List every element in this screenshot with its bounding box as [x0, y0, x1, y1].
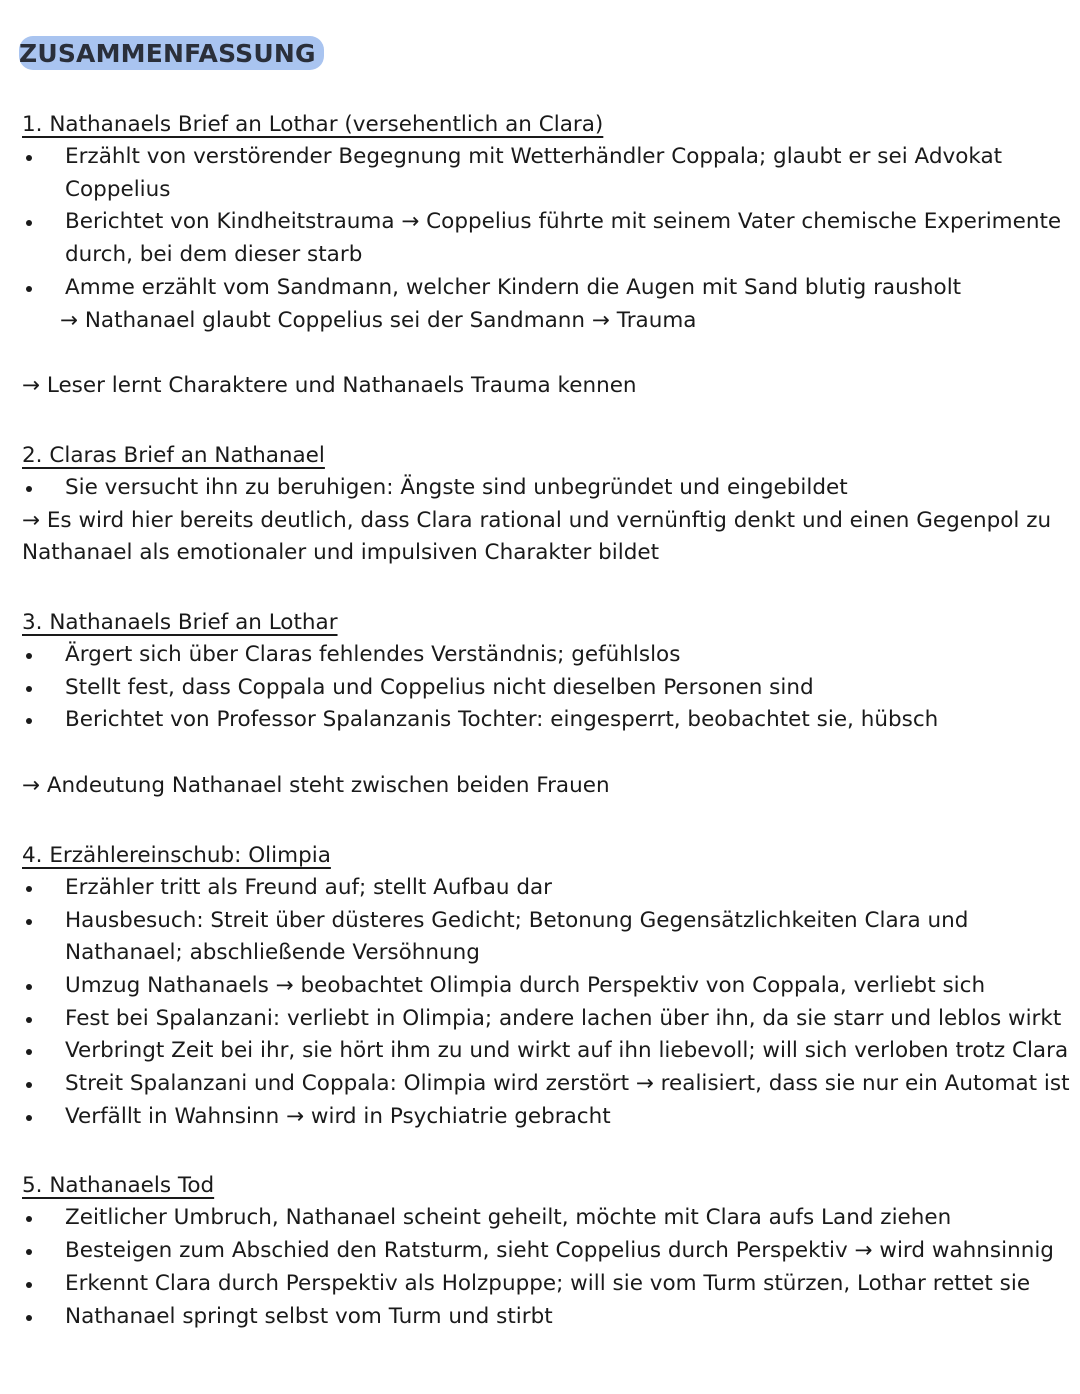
bullet-list [22, 1202, 1072, 1333]
section-heading: 3. Nathanaels Brief an Lothar [22, 610, 338, 636]
list-item: Nathanael springt selbst vom Turm und stirbt [22, 1301, 1072, 1334]
list-item: Verfällt in Wahnsinn → wird in Psychiatrie gebracht [22, 1101, 1072, 1134]
list-item: Hausbesuch: Streit über düsteres Gedicht; Betonung Gegensätzlichkeiten Clara und Nathanael; abschließende Versöhnung [22, 905, 1072, 970]
list-item: Ärgert sich über Claras fehlendes Verständnis; gefühlslos [22, 639, 1072, 672]
bullet-continuation: → Nathanael glaubt Coppelius sei der Sandmann → Trauma [60, 307, 697, 333]
section-heading: 4. Erzählereinschub: Olimpia [22, 842, 331, 868]
list-item: Erzähler tritt als Freund auf; stellt Aufbau dar [22, 872, 1072, 905]
section-1 [22, 108, 1072, 403]
section-heading: 2. Claras Brief an Nathanael [22, 442, 325, 468]
document-page [19, 36, 1072, 1333]
list-item: Erzählt von verstörender Begegnung mit Wetterhändler Coppala; glaubt er sei Advokat Coppelius [22, 141, 1072, 206]
list-item: Erkennt Clara durch Perspektiv als Holzpuppe; will sie vom Turm stürzen, Lothar rettet sie [22, 1268, 1072, 1301]
section-note: → Andeutung Nathanael steht zwischen beiden Frauen [22, 773, 610, 799]
section-3 [22, 606, 1072, 803]
section-4 [22, 839, 1072, 1134]
bullet-list [22, 639, 1072, 737]
list-item: Sie versucht ihn zu beruhigen: Ängste sind unbegründet und eingebildet [22, 472, 1072, 505]
bullet-list [22, 872, 1072, 1134]
list-item: Umzug Nathanaels → beobachtet Olimpia durch Perspektiv von Coppala, verliebt sich [22, 970, 1072, 1003]
list-item: Zeitlicher Umbruch, Nathanael scheint geheilt, möchte mit Clara aufs Land ziehen [22, 1202, 1072, 1235]
list-item: Streit Spalanzani und Coppala: Olimpia wird zerstört → realisiert, dass sie nur ein Automat ist [22, 1068, 1072, 1101]
section-note: → Es wird hier bereits deutlich, dass Clara rational und vernünftig denkt und einen Gegenpol zu Nathanael als emotionaler und impulsiven Charakter bildet [22, 507, 1052, 566]
bullet-list [22, 141, 1072, 305]
list-item: Verbringt Zeit bei ihr, sie hört ihm zu und wirkt auf ihn liebevoll; will sich verloben trotz Clara [22, 1035, 1072, 1068]
list-item: Berichtet von Kindheitstrauma → Coppelius führte mit seinem Vater chemische Experimente durch, bei dem dieser starb [22, 206, 1072, 271]
list-item: Stellt fest, dass Coppala und Coppelius nicht dieselben Personen sind [22, 672, 1072, 705]
section-5 [22, 1169, 1072, 1333]
list-item: Besteigen zum Abschied den Ratsturm, sieht Coppelius durch Perspektiv → wird wahnsinnig [22, 1235, 1072, 1268]
section-heading: 1. Nathanaels Brief an Lothar (versehentlich an Clara) [22, 112, 604, 137]
list-item: Berichtet von Professor Spalanzanis Tochter: eingesperrt, beobachtet sie, hübsch [22, 704, 1072, 737]
section-note: → Leser lernt Charaktere und Nathanaels Trauma kennen [22, 373, 637, 399]
bullet-list [22, 472, 1072, 505]
list-item: Fest bei Spalanzani: verliebt in Olimpia; andere lachen über ihn, da sie starr und leblos wirkt [22, 1003, 1072, 1036]
page-title: ZUSAMMENFASSUNG [19, 36, 324, 70]
section-2 [22, 439, 1072, 570]
list-item: Amme erzählt vom Sandmann, welcher Kindern die Augen mit Sand blutig rausholt [22, 272, 1072, 305]
section-heading: 5. Nathanaels Tod [22, 1173, 215, 1199]
